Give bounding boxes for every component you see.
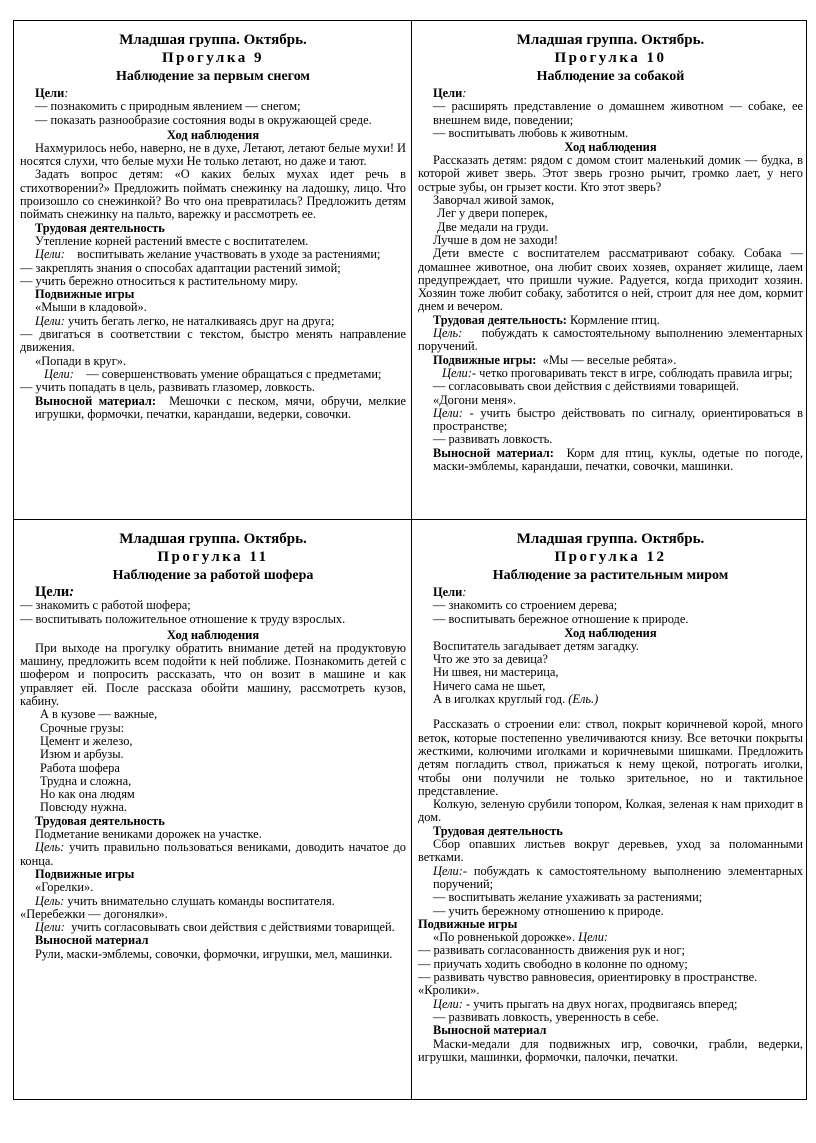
- game-goal: — развивать чувство равновесия, ориентировку в пространстве.: [418, 970, 758, 985]
- goal-item: — расширять представление о домашнем животном — собаке, ее внешнем виде, поведении;: [433, 99, 803, 127]
- riddle-intro: Воспитатель загадывает детям загадку.: [433, 638, 639, 653]
- progress-text: Колкую, зеленую срубили топором, Колкая, зеленая к нам приходит в дом.: [418, 797, 803, 825]
- progress-text: Рассказать детям: рядом с домом стоит маленький домик — будка, в которой живет зверь. Этот зверь грозно рычит, громко лает, у него острые зубы, он грызет кости. Кто этот зверь?: [418, 153, 803, 194]
- progress-text: При выходе на прогулку обратить внимание детей на продуктовую машину, предложить всем подойти к ней поближе. Познакомить детей с шофером и попросить рассказать, что он возит в машине и как управляет ей. После рассказа обойти машину, рассмотреть кузов, кабину.: [20, 640, 406, 709]
- game-goal: — развивать согласованность движения рук и ног;: [418, 943, 685, 958]
- labor-text: Подметание вениками дорожек на участке.: [35, 827, 262, 842]
- labor-heading: Трудовая деятельность: [433, 823, 563, 838]
- game-goal: — развивать ловкость.: [433, 432, 553, 447]
- goals-heading: Цели:: [35, 584, 75, 600]
- games-heading: Подвижные игры: «Мы — веселые ребята».: [433, 352, 677, 367]
- poem-line: А в кузове — важные,: [40, 707, 158, 722]
- poem-line: Срочные грузы:: [40, 720, 125, 735]
- goal-item: — показать разнообразие состояния воды в окружающей среде.: [35, 112, 372, 127]
- game-goal: Цель: учить внимательно слушать команды воспитателя.: [35, 893, 335, 908]
- game-title: «Горелки».: [35, 880, 94, 895]
- game-goal: — согласовывать свои действия с действиями товарищей.: [433, 379, 739, 394]
- labor-heading: Трудовая деятельность: [35, 220, 165, 235]
- progress-text: Рассказать о строении ели: ствол, покрыт коричневой корой, много веток, которые постепенно увеличиваются книзу. Все веточки покрыты жесткими, колючими иголками и коричневыми шишками. Предложить детям погладить ствол, прижаться к нему щекой, потрогать иголки, чтобы они получили не только зрительное, но и тактильное представление.: [418, 717, 803, 798]
- labor-text: Сбор опавших листьев вокруг деревьев, уход за поломанными ветками.: [418, 837, 803, 865]
- game-title: «Перебежки — догонялки».: [20, 906, 168, 921]
- progress-text: Нахмурилось небо, наверно, не в духе, Летают, летают белые мухи! И носятся слухи, что белые мухи Не только летают, но даже и тают.: [20, 140, 406, 169]
- goals-heading: Цели:: [433, 585, 467, 599]
- goal-item: — познакомить с природным явлением — снегом;: [35, 99, 301, 114]
- observation-title: Наблюдение за растительным миром: [492, 568, 729, 583]
- poem-line: Трудна и сложна,: [40, 773, 132, 788]
- labor-goal: Цели:- побуждать к самостоятельному выполнению элементарных поручений;: [433, 863, 803, 891]
- game-title: «Кролики».: [418, 983, 480, 998]
- walk-card-11: [14, 520, 411, 1100]
- walk-card-12: [412, 520, 808, 1100]
- material-text: Маски-медали для подвижных игр, совочки, грабли, ведерки, игрушки, машинки, формочки, палочки, печатки.: [418, 1036, 803, 1064]
- poem-line: Лег у двери поперек,: [437, 206, 548, 221]
- labor-goal: — учить бережному отношению к природе.: [433, 903, 664, 918]
- group-title: Младшая группа. Октябрь.: [516, 32, 705, 48]
- goals-heading: Цели:: [433, 86, 467, 100]
- game-goal: Цели: - учить прыгать на двух ногах, продвигаясь вперед;: [433, 996, 738, 1011]
- riddle: [418, 653, 803, 706]
- labor-goal: Цель: побуждать к самостоятельному выполнению элементарных поручений.: [418, 326, 803, 354]
- riddle-line: Ничего сама не шьет,: [433, 678, 546, 693]
- walk-title: Прогулка 10: [554, 50, 667, 66]
- group-title: Младшая группа. Октябрь.: [119, 32, 307, 48]
- poem: [20, 708, 406, 814]
- labor-heading: Трудовая деятельность: [35, 813, 165, 828]
- game-goal: Цели: учить согласовывать свои действия с действиями товарищей.: [35, 920, 395, 935]
- group-title: Младшая группа. Октябрь.: [119, 531, 307, 547]
- progress-heading: Ход наблюдения: [166, 127, 260, 142]
- material-text: Рули, маски-эмблемы, совочки, формочки, игрушки, мел, машинки.: [35, 946, 393, 961]
- games-heading: Подвижные игры: [418, 916, 518, 931]
- goals-heading: Цели:: [35, 86, 69, 100]
- game-goal: — двигаться в соответствии с текстом, быстро менять направление движения.: [20, 327, 406, 355]
- poem-line: Цемент и железо,: [40, 733, 133, 748]
- labor-goal: Цель: учить правильно пользоваться вениками, доводить начатое до конца.: [20, 840, 406, 868]
- riddle-answer: (Ель.): [568, 692, 599, 707]
- goal-item: — воспитывать бережное отношение к природе.: [433, 611, 689, 626]
- riddle-line: А в иголках круглый год. (Ель.): [433, 692, 599, 707]
- game-goal: Цели:- четко проговаривать текст в игре, соблюдать правила игры;: [442, 365, 793, 380]
- game-title: «Попади в круг».: [35, 353, 127, 368]
- walk-title: Прогулка 11: [157, 549, 269, 565]
- poem: [418, 194, 803, 247]
- poem-line: Заворчал живой замок,: [433, 193, 555, 208]
- game-goal: Цели: - учить быстро действовать по сигналу, ориентироваться в пространстве;: [433, 405, 803, 434]
- progress-text: Задать вопрос детям: «О каких белых мухах идет речь в стихотворении?» Предложить поймать снежинку на ладошку, лицо. Что произошло со снежинкой? Во что она превратилась? Предложить детям поймать снежинку на пальто, варежку и рассмотреть ее.: [20, 167, 406, 222]
- material: Выносной материал: Мешочки с песком, мячи, обручи, мелкие игрушки, формочки, печатки, карандаши, ведерки, совочки.: [35, 393, 406, 421]
- walk-title: Прогулка 12: [554, 549, 667, 565]
- observation-title: Наблюдение за работой шофера: [112, 568, 314, 583]
- labor-text: Утепление корней растений вместе с воспитателем.: [35, 233, 309, 248]
- material-heading: Выносной материал: [433, 1023, 547, 1038]
- labor-heading: Трудовая деятельность: Кормление птиц.: [433, 312, 660, 327]
- goal-item: — воспитывать положительное отношение к труду взрослых.: [20, 611, 346, 626]
- walk-title: Прогулка 9: [161, 50, 265, 66]
- labor-goal: Цели: воспитывать желание участвовать в уходе за растениями;: [35, 247, 381, 262]
- game-title: «Мыши в кладовой».: [35, 300, 147, 315]
- game-goal: Цели: — совершенствовать умение обращаться с предметами;: [44, 366, 382, 381]
- game-title: «По ровненькой дорожке». Цели:: [433, 930, 609, 945]
- poem-line: Повсюду нужна.: [40, 800, 128, 815]
- group-title: Младшая группа. Октябрь.: [516, 531, 705, 547]
- labor-goal: — воспитывать желание ухаживать за растениями;: [433, 890, 703, 905]
- games-heading: Подвижные игры: [35, 287, 135, 302]
- poem-line: Лучше в дом не заходи!: [433, 232, 559, 247]
- progress-heading: Ход наблюдения: [166, 627, 260, 642]
- riddle-line: Ни швея, ни мастерица,: [433, 665, 559, 680]
- walk-card-9: [14, 21, 411, 519]
- riddle-line: Что же это за девица?: [433, 652, 548, 667]
- observation-title: Наблюдение за первым снегом: [116, 69, 310, 84]
- goal-item: — знакомить с работой шофера;: [20, 598, 191, 613]
- game-goal: — развивать ловкость, уверенность в себе.: [433, 1009, 659, 1024]
- labor-goal: — учить бережно относиться к растительному миру.: [20, 273, 298, 288]
- game-goal: — приучать ходить свободно в колонне по одному;: [418, 956, 688, 971]
- progress-heading: Ход наблюдения: [564, 140, 657, 155]
- walk-cards-table: [13, 20, 807, 1100]
- games-heading: Подвижные игры: [35, 866, 135, 881]
- material: Выносной материал: Корм для птиц, куклы, одетые по погоде, маски-эмблемы, карандаши, печатки, совочки, машинки.: [433, 445, 803, 474]
- poem-line: Но как она людям: [40, 787, 135, 802]
- goal-item: — знакомить со строением дерева;: [433, 598, 618, 613]
- game-title: «Догони меня».: [433, 392, 517, 407]
- walk-card-10: [412, 21, 808, 519]
- progress-text: Дети вместе с воспитателем рассматривают собаку. Собака — домашнее животное, она любит своих хозяев, охраняет жилище, лаем предупреждает, что пришли чужие. Радуется, когда приходит хозяин. Хозяин тоже любит собаку, заботится о ней, строит для нее дом, кормит днем и вечером.: [418, 246, 803, 314]
- progress-heading: Ход наблюдения: [564, 625, 657, 640]
- game-goal: — учить попадать в цель, развивать глазомер, ловкость.: [20, 380, 315, 395]
- poem-line: Две медали на груди.: [437, 219, 549, 234]
- labor-goal: — закреплять знания о способах адаптации растений зимой;: [20, 260, 341, 275]
- material-heading: Выносной материал: [35, 933, 149, 948]
- game-goal: Цели: учить бегать легко, не наталкиваясь друг на друга;: [35, 313, 335, 328]
- observation-title: Наблюдение за собакой: [536, 69, 685, 84]
- poem-line: Работа шофера: [40, 760, 120, 775]
- goal-item: — воспитывать любовь к животным.: [433, 125, 629, 140]
- poem-line: Изюм и арбузы.: [40, 747, 124, 762]
